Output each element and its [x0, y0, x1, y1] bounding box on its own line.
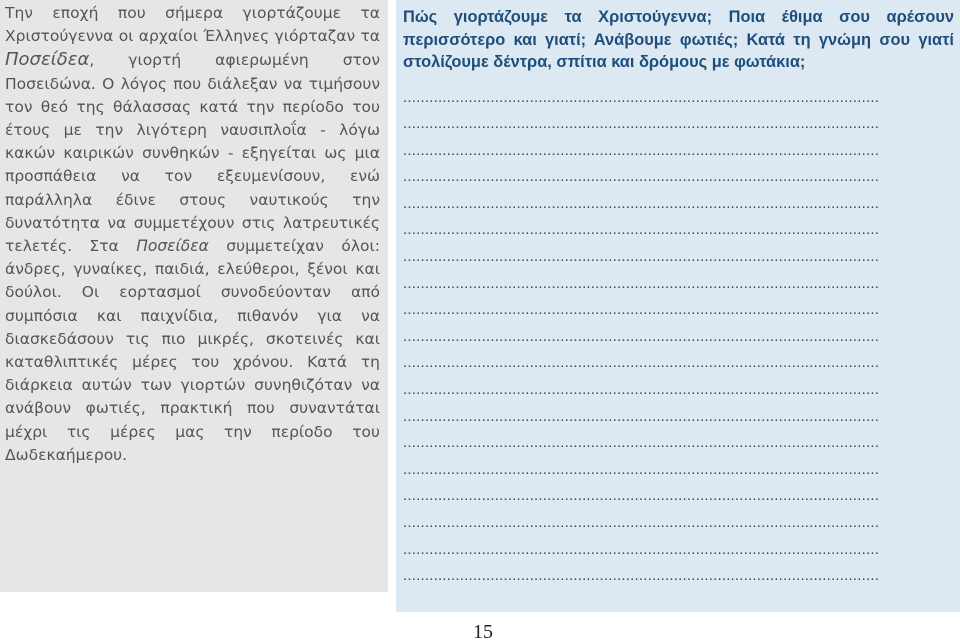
passage-part-1: Την εποχή που σήμερα γιορτάζουμε τα Χριστούγεννα οι αρχαίοι Έλληνες γιόρταζαν τα: [5, 4, 380, 46]
answer-line[interactable]: .............................................................................................................: [403, 540, 880, 558]
answer-lines: [403, 85, 954, 590]
answer-line[interactable]: .............................................................................................................: [403, 407, 880, 425]
answer-line[interactable]: .............................................................................................................: [403, 460, 880, 478]
question-text: Πώς γιορτάζουμε τα Χριστούγεννα; Ποια έθιμα σου αρέσουν περισσότερο και γιατί; Ανάβουμε φωτιές; Κατά τη γνώμη σου γιατί στολίζουμε δέντρα, σπίτια και δρόμους με φωτάκια;: [403, 8, 954, 71]
answer-line[interactable]: .............................................................................................................: [403, 434, 880, 452]
answer-line[interactable]: .............................................................................................................: [403, 301, 880, 319]
answer-line[interactable]: .............................................................................................................: [403, 381, 880, 399]
answer-line[interactable]: .............................................................................................................: [403, 194, 880, 212]
reading-passage-text: [5, 0, 380, 467]
answer-line[interactable]: .............................................................................................................: [403, 221, 880, 239]
answer-line[interactable]: .............................................................................................................: [403, 248, 880, 266]
page-number: 15: [473, 621, 493, 643]
answer-line[interactable]: .............................................................................................................: [403, 141, 880, 159]
answer-line[interactable]: .............................................................................................................: [403, 487, 880, 505]
answer-line[interactable]: .............................................................................................................: [403, 88, 880, 106]
answer-line[interactable]: .............................................................................................................: [403, 327, 880, 345]
answer-line[interactable]: .............................................................................................................: [403, 274, 880, 292]
answer-line[interactable]: .............................................................................................................: [403, 567, 880, 585]
answer-line[interactable]: .............................................................................................................: [403, 115, 880, 133]
answer-line[interactable]: .............................................................................................................: [403, 354, 880, 372]
answer-line[interactable]: .............................................................................................................: [403, 514, 880, 531]
reading-passage-box: [0, 0, 388, 592]
passage-part-3: συμμετείχαν όλοι: άνδρες, γυναίκες, παιδιά, ελεύθεροι, ξένοι και δούλοι. Οι εορτασμοί συνοδεύονταν από συμπόσια και παιχνίδια, πιθανόν για να διασκεδάσουν τις πιο μικρές, σκοτεινές και καταθλιπτικές μέρες του χρόνου. Κατά τη διάρκεια αυτών των γιορτών συνηθιζόταν να ανάβουν φωτιές, πρακτική που συναντάται μέχρι τις μέρες μας την περίοδο του Δωδεκαήμερου.: [5, 237, 380, 464]
passage-part-2: , γιορτή αφιερωμένη στον Ποσειδώνα. Ο λόγος που διάλεξαν να τιμήσουν τον θεό της θάλασσας κατά την περίοδο του έτους με την λιγότερη ναυσιπλοΐα - λόγω κακών καιρικών συνθηκών - εξηγείται ως μια προσπάθεια να τον εξευμενίσουν, ενώ παράλληλα έδινε στους ναυτικούς την δυνατότητα να συμμετέχουν στις λατρευτικές τελετές. Στα: [5, 51, 380, 256]
poseidea-emphasis: Ποσείδεα: [136, 237, 209, 256]
poseidea-emphasis-large: Ποσείδεα: [5, 49, 90, 71]
question-box: [396, 0, 960, 612]
answer-line[interactable]: .............................................................................................................: [403, 168, 880, 186]
